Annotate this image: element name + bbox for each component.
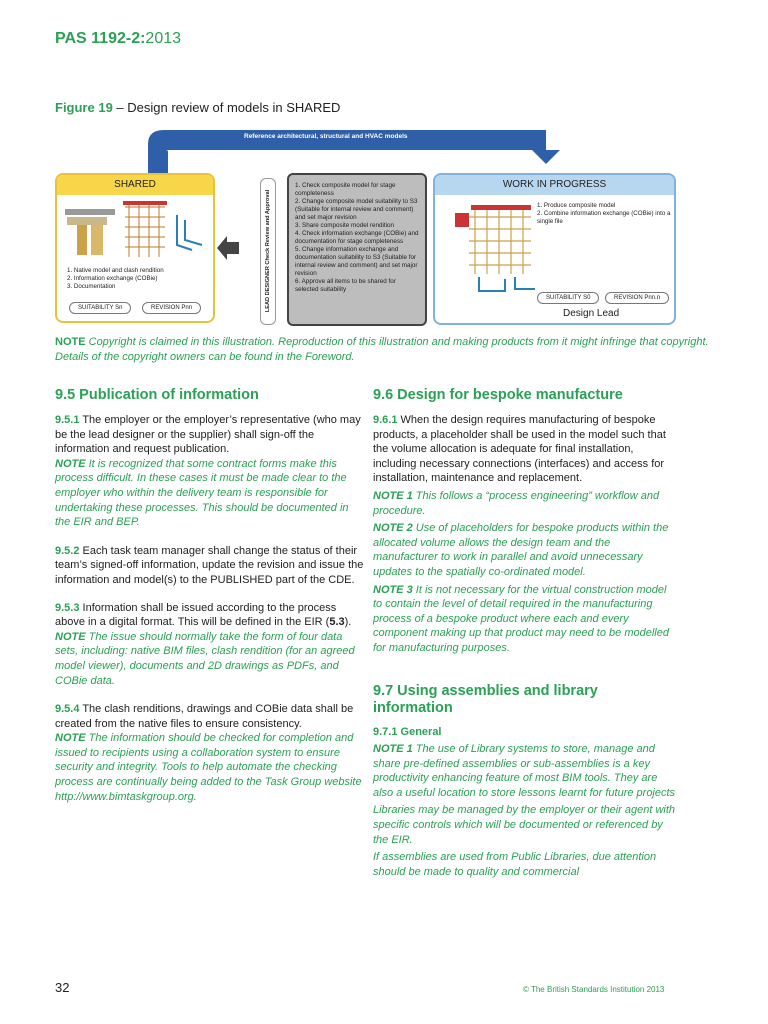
clause-9-6-1: 9.6.1 When the design requires manufacturing of bespoke products, a placeholder shall be used in the model such that the volume allocation is adequate for final installation, including necessary connections (interfaces) and access for installation, maintenance and replacement.	[373, 414, 666, 485]
section-heading: 9.7 Using assemblies and library information	[373, 682, 598, 716]
shared-item: 1. Native model and clash rendition	[67, 267, 164, 274]
left-column	[55, 387, 365, 804]
wip-item: 1. Produce composite model	[537, 202, 616, 209]
figure-number: Figure 19	[55, 100, 113, 115]
wip-item: 2. Combine information exchange (COBie) into a single file	[537, 210, 671, 225]
clause-9-5-4: 9.5.4 The clash renditions, drawings and COBie data shall be created from the native files to ensure consistency.	[55, 703, 354, 730]
check-step: 5. Change information exchange and documentation suitability to S3 (Suitable for internal review and comment) and set major revision	[295, 246, 418, 277]
note-2: NOTE 2 Use of placeholders for bespoke products within the allocated volume allows the design team and the manufacturer to work in parallel and avoid unnecessary updates to the spatially co-ordinated model.	[373, 522, 669, 578]
note-1: NOTE 1 This follows a “process engineering” workflow and procedure.	[373, 489, 660, 517]
wip-model-illustration	[445, 199, 545, 299]
note-9-5-1: NOTE It is recognized that some contract forms make this process difficult. In these cases it must be made clear to the employer who within the delivery team is responsible for undertaking these processes. This should be documented in the EIR and BEP.	[55, 457, 349, 529]
shared-item: 3. Documentation	[67, 283, 116, 290]
note-label: NOTE	[55, 336, 86, 348]
check-step: 3. Share composite model rendition	[295, 222, 395, 229]
check-step: 4. Check information exchange (COBie) and documentation for stage completeness	[295, 230, 419, 245]
left-arrow-icon	[217, 236, 239, 260]
clause-9-5-1: 9.5.1 The employer or the employer’s representative (who may be the lead designer or the supplier) shall sign-off the information and request publication.	[55, 414, 361, 456]
libraries-text: Libraries may be managed by the employer or their agent with specific controls which will be documented or referenced by the EIR.	[373, 804, 676, 846]
document-header	[55, 30, 181, 48]
clause-9-7-1-heading: 9.7.1 General	[373, 725, 442, 738]
clause-9-5-3: 9.5.3 Information shall be issued according to the process above in a digital format. This will be defined in the EIR (5.3).	[55, 601, 352, 629]
clause-9-5-2: 9.5.2 Each task team manager shall change the status of their team’s signed-off information, update the revision and issue the information and model(s) to the PUBLISHED part of the CDE.	[55, 544, 364, 586]
copyright: © The British Standards Institution 2013	[523, 985, 665, 994]
shared-title: SHARED	[57, 175, 213, 195]
check-step: 1. Check composite model for stage completeness	[295, 182, 396, 197]
wip-suitability-badge: SUITABILITY S0	[537, 292, 599, 304]
figure-title: – Design review of models in SHARED	[112, 100, 341, 115]
standard-code: PAS 1192-2:	[55, 30, 146, 47]
shared-item: 2. Information exchange (COBie)	[67, 275, 158, 282]
figure-caption	[55, 100, 340, 115]
shared-container	[55, 173, 215, 323]
public-libraries-text: If assemblies are used from Public Libraries, due attention should be made to quality and commercial	[373, 851, 657, 878]
design-lead-label: Design Lead	[563, 308, 620, 319]
arrow-label: Reference architectural, structural and HVAC models	[244, 133, 408, 140]
shared-items	[57, 265, 213, 293]
check-step: 6. Approve all items to be shared for selected suitability	[295, 278, 396, 293]
shared-revision-badge: REVISION Pnn	[142, 302, 201, 314]
lead-designer-label	[258, 178, 278, 323]
lead-designer-text: LEAD DESIGNER Check Review and Approval	[265, 189, 271, 312]
right-column	[373, 387, 678, 879]
note-9-5-3: NOTE The issue should normally take the form of four data sets, including: native BIM files, clash rendition (for an agreed model viewer), documents and 2D drawings as PDFs, and COBie data.	[55, 630, 355, 687]
check-steps-box	[287, 173, 427, 326]
page-number: 32	[55, 980, 70, 995]
note-9-7-1: NOTE 1 The use of Library systems to store, manage and share pre-defined assemblies or sub-assemblies is a key productivity enhancing feature of most BIM tools. They are also a useful location to store lessons learnt for future projects	[373, 743, 676, 799]
wip-revision-badge: REVISION Pnn.n	[605, 292, 669, 304]
note-3: NOTE 3 It is not necessary for the virtual construction model to contain the level of detail required in the manufacturing process of a bespoke product where each and every component making up that product may need to be modelled for manufacturing purposes.	[373, 583, 669, 654]
shared-model-illustration	[57, 195, 213, 265]
section-heading: 9.5 Publication of information	[55, 387, 259, 403]
note-9-5-4: NOTE The information should be checked for completion and issued to recipients using a collaboration system to ensure security and integrity. Tools to help automate the checking process are continually being added to the Task Group website http://www.bimtaskgroup.org.	[55, 732, 362, 803]
wip-container	[433, 173, 676, 325]
wip-title: WORK IN PROGRESS	[435, 175, 674, 195]
wip-items	[537, 202, 672, 226]
figure-note	[55, 335, 715, 365]
note-text: Copyright is claimed in this illustration. Reproduction of this illustration and making products from it might infringe that copyright. Details of the copyright owners can be found in the Foreword.	[55, 336, 709, 363]
shared-suitability-badge: SUITABILITY Sn	[69, 302, 131, 314]
check-step: 2. Change composite model suitability to S3 (Suitable for internal review and comment) and set major revision	[295, 198, 418, 221]
standard-year: 2013	[145, 30, 182, 47]
section-heading: 9.6 Design for bespoke manufacture	[373, 387, 623, 403]
